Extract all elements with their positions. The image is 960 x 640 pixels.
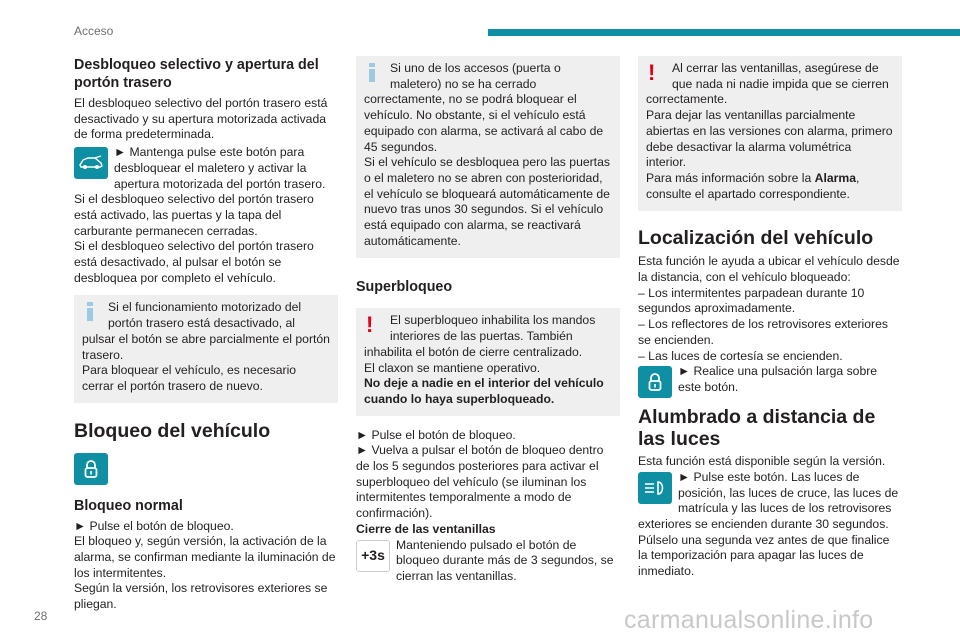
info-icon: [82, 300, 104, 324]
list-item: – Las luces de cortesía se encienden.: [638, 348, 843, 363]
heading-normal-lock: Bloqueo normal: [74, 497, 183, 514]
info-note: [74, 295, 338, 402]
step-text: Manteniendo pulsado el botón de bloqueo durante más de 3 segundos, se cierran las ventanillas.: [396, 537, 614, 583]
car-trunk-icon: [74, 147, 108, 179]
instruction-step: [356, 538, 620, 585]
step-text: ► Vuelva a pulsar el botón de bloqueo dentro de los 5 segundos posteriores para activar el superbloqueo del vehículo (se iluminan los intermitentes temporalmente a modo de confirmación).: [356, 443, 604, 521]
paragraph: Púlselo una segunda vez antes de que finalice la temporización para apagar las luces de inmediato.: [638, 532, 890, 579]
paragraph: El desbloqueo selectivo del portón trasero está desactivado y su apertura motorizada activada de forma predeterminada.: [74, 96, 328, 142]
list-item: – Los intermitentes parpadean durante 10 segundos aproximadamente.: [638, 285, 865, 316]
note-text-post: , consulte el apartado correspondiente.: [646, 170, 860, 201]
column-left: [74, 56, 338, 613]
note-text-pre: Para más información sobre la: [646, 170, 815, 185]
instruction-step: [638, 470, 902, 533]
instruction-step: [638, 364, 902, 395]
list-item: – Los reflectores de los retrovisores exteriores se encienden.: [638, 317, 888, 347]
paragraph: El bloqueo y, según versión, la activación de la alarma, se confirman mediante la iluminación de los intermitentes.: [74, 534, 336, 580]
column-right: [638, 56, 902, 580]
heading-vehicle-lock: Bloqueo del vehículo: [74, 419, 271, 442]
note-text: Si uno de los accesos (puerta o maletero) no se ha cerrado correctamente, no se podrá bloquear el vehículo. No obstante, si el vehículo está equipado con alarma, se activará al cabo de 45 segundos.: [364, 61, 604, 154]
warning-icon: !: [366, 312, 374, 338]
heading-remote-lighting-text: Alumbrado a distancia de las luces: [638, 406, 876, 451]
paragraph: Si el desbloqueo selectivo del portón trasero está desactivado, al pulsar el botón se desbloquea por completo el vehículo.: [74, 239, 314, 285]
note-text: Al cerrar las ventanillas, asegúrese de que nada ni nadie impida que se cierren correctamente.: [646, 61, 889, 107]
paragraph: Si el desbloqueo selectivo del portón trasero está activado, las puertas y la tapa del carburante permanecen cerradas.: [74, 192, 314, 238]
heading-superlock: Superbloqueo: [356, 279, 453, 296]
header-accent-bar: [488, 29, 960, 36]
heading-remote-lighting: [638, 406, 902, 450]
note-text: El superbloqueo inhabilita los mandos interiores de las puertas. También inhabilita el botón de cierre centralizado.: [364, 313, 596, 359]
column-middle: [356, 56, 620, 585]
subheading-windows: Cierre de las ventanillas: [356, 521, 496, 536]
padlock-icon: [638, 366, 672, 398]
note-text: Para bloquear el vehículo, es necesario cerrar el portón trasero de nuevo.: [82, 363, 297, 393]
warning-note: [638, 56, 902, 211]
paragraph: Según la versión, los retrovisores exteriores se pliegan.: [74, 581, 328, 612]
page-number: 28: [34, 609, 48, 623]
note-text: [646, 171, 894, 202]
info-note: [356, 56, 620, 258]
hold-3s-icon: [356, 540, 390, 572]
step-text: ► Pulse el botón de bloqueo.: [356, 427, 516, 442]
hold-3s-label: +3s: [361, 546, 385, 563]
heading-selective-unlock: Desbloqueo selectivo y apertura del portón trasero: [74, 57, 319, 91]
warning-icon: !: [648, 60, 656, 85]
section-title: Acceso: [74, 24, 114, 38]
step-text: ► Mantenga pulse este botón para desbloquear el maletero y activar la apertura motorizada del portón trasero.: [114, 145, 326, 191]
headlight-icon: [638, 472, 672, 504]
step-text: ► Pulse este botón. Las luces de posición, las luces de cruce, las luces de matrícula y las luces de los retrovisores exteriores se encienden durante 30 segundos.: [638, 469, 899, 532]
padlock-icon: [74, 453, 108, 485]
info-icon: [364, 61, 386, 85]
note-text: No deje a nadie en el interior del vehículo cuando lo haya superbloqueado.: [364, 376, 604, 406]
heading-locate-vehicle: Localización del vehículo: [638, 227, 874, 250]
watermark: carmanualsonline.info: [624, 606, 874, 634]
step-text: ► Pulse el botón de bloqueo.: [74, 518, 234, 533]
step-text: ► Realice una pulsación larga sobre este botón.: [678, 364, 878, 394]
paragraph: Esta función está disponible según la versión.: [638, 454, 886, 469]
note-text: Si el vehículo se desbloquea pero las puertas o el maletero no se abren con posterioridad, el vehículo se bloqueará automáticamente de nuevo tras unos 30 segundos. Si el vehículo está equipado con alarma, se reactivará automáticamente.: [364, 155, 610, 248]
note-text: Para dejar las ventanillas parcialmente abiertas en las versiones con alarma, primero debe desactivar la alarma volumétrica interior.: [646, 108, 893, 170]
alarm-reference: Alarma: [814, 170, 856, 185]
paragraph: Esta función le ayuda a ubicar el vehículo desde la distancia, con el vehículo bloqueado:: [638, 254, 900, 285]
note-text: El claxon se mantiene operativo.: [364, 360, 541, 375]
instruction-step: [74, 145, 338, 192]
note-text: Si el funcionamiento motorizado del portón trasero está desactivado, al pulsar el botón se abre parcialmente el portón trasero.: [82, 300, 330, 362]
warning-note: [356, 308, 620, 415]
